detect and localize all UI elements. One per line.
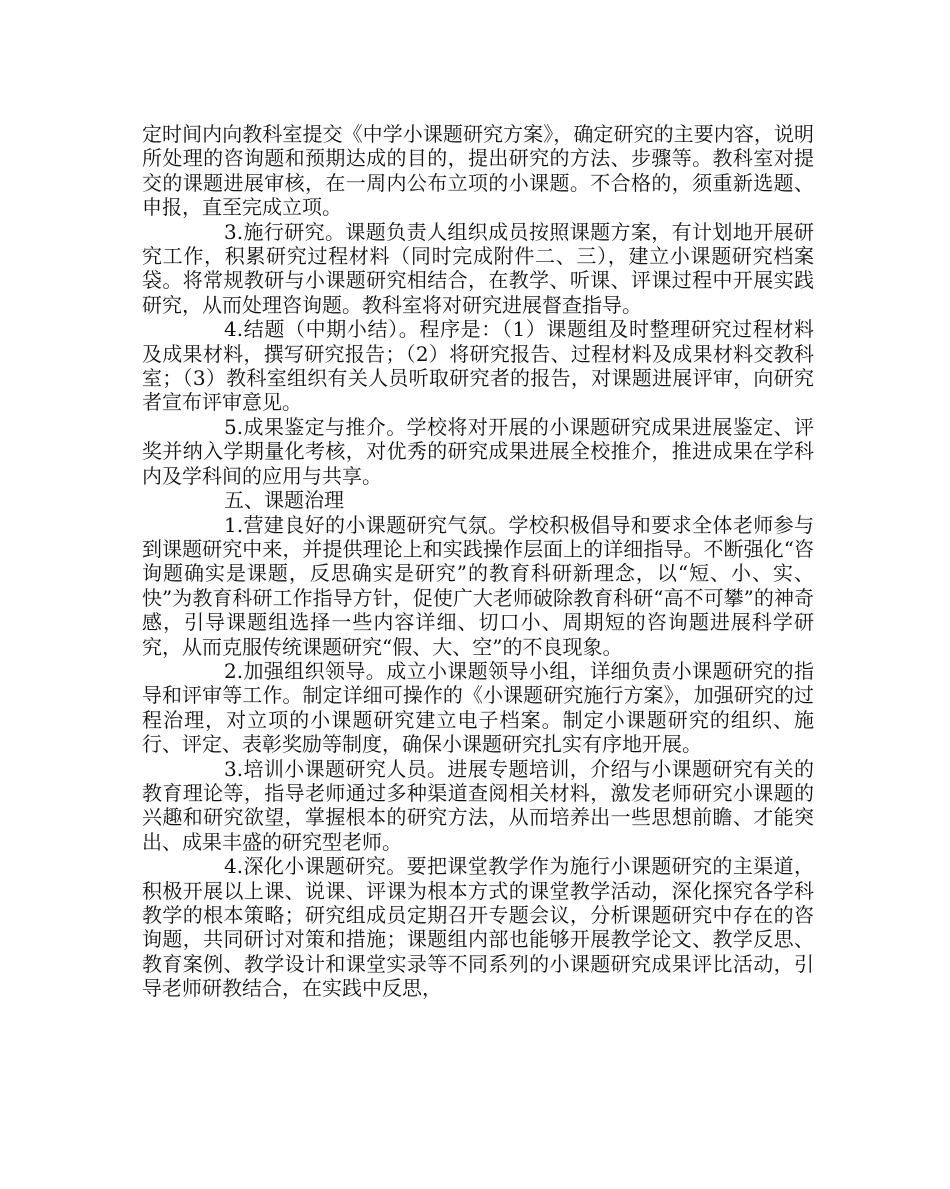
paragraph-management-3-training: 3.培训小课题研究人员。进展专题培训，介绍与小课题研究有关的教育理论等，指导老师通过多种渠道查阅相关材料，激发老师研究小课题的兴趣和研究欲望，掌握根本的研究方法，从而培养出一些思想前瞻、才能突出、成果丰盛的研究型老师。 bbox=[142, 756, 814, 854]
paragraph-management-1-atmosphere: 1.营建良好的小课题研究气氛。学校积极倡导和要求全体老师参与到课题研究中来，并提供理论上和实践操作层面上的详细指导。不断强化“咨询题确实是课题，反思确实是研究”的教育科研新理念，以“短、小、实、快”为教育科研工作指导方针，促使广大老师破除教育科研“高不可攀”的神奇感，引导课题组选择一些内容详细、切口小、周期短的咨询题进展科学研究，从而克服传统课题研究“假、大、空”的不良现象。 bbox=[142, 512, 814, 659]
paragraph-step-5-appraisal: 5.成果鉴定与推介。学校将对开展的小课题研究成果进展鉴定、评奖并纳入学期量化考核，对优秀的研究成果进展全校推介，推进成果在学科内及学科间的应用与共享。 bbox=[142, 414, 814, 488]
paragraph-step-4-conclusion: 4.结题（中期小结）。程序是：（1）课题组及时整理研究过程材料及成果材料，撰写研究报告；（2）将研究报告、过程材料及成果材料交教科室；（3）教科室组织有关人员听取研究者的报告，对课题进展评审，向研究者宣布评审意见。 bbox=[142, 317, 814, 415]
document-page bbox=[142, 122, 814, 1001]
paragraph-submission-continued: 定时间内向教科室提交《中学小课题研究方案》，确定研究的主要内容，说明所处理的咨询题和预期达成的目的，提出研究的方法、步骤等。教科室对提交的课题进展审核，在一周内公布立项的小课题。不合格的，须重新选题、申报，直至完成立项。 bbox=[142, 122, 814, 220]
paragraph-management-4-deepening: 4.深化小课题研究。要把课堂教学作为施行小课题研究的主渠道，积极开展以上课、说课、评课为根本方式的课堂教学活动，深化探究各学科教学的根本策略；研究组成员定期召开专题会议，分析课题研究中存在的咨询题，共同研讨对策和措施；课题组内部也能够开展教学论文、教学反思、教育案例、教学设计和课堂实录等不同系列的小课题研究成果评比活动，引导老师研教结合，在实践中反思， bbox=[142, 854, 814, 1001]
paragraph-management-2-leadership: 2.加强组织领导。成立小课题领导小组，详细负责小课题研究的指导和评审等工作。制定详细可操作的《小课题研究施行方案》，加强研究的过程治理，对立项的小课题研究建立电子档案。制定小课题研究的组织、施行、评定、表彰奖励等制度，确保小课题研究扎实有序地开展。 bbox=[142, 658, 814, 757]
paragraph-step-3-implementation: 3.施行研究。课题负责人组织成员按照课题方案，有计划地开展研究工作，积累研究过程材料（同时完成附件二、三），建立小课题研究档案袋。将常规教研与小课题研究相结合，在教学、听课、评课过程中开展实践研究，从而处理咨询题。教科室将对研究进展督查指导。 bbox=[142, 219, 814, 317]
section-heading-management: 五、课题治理 bbox=[224, 488, 344, 513]
